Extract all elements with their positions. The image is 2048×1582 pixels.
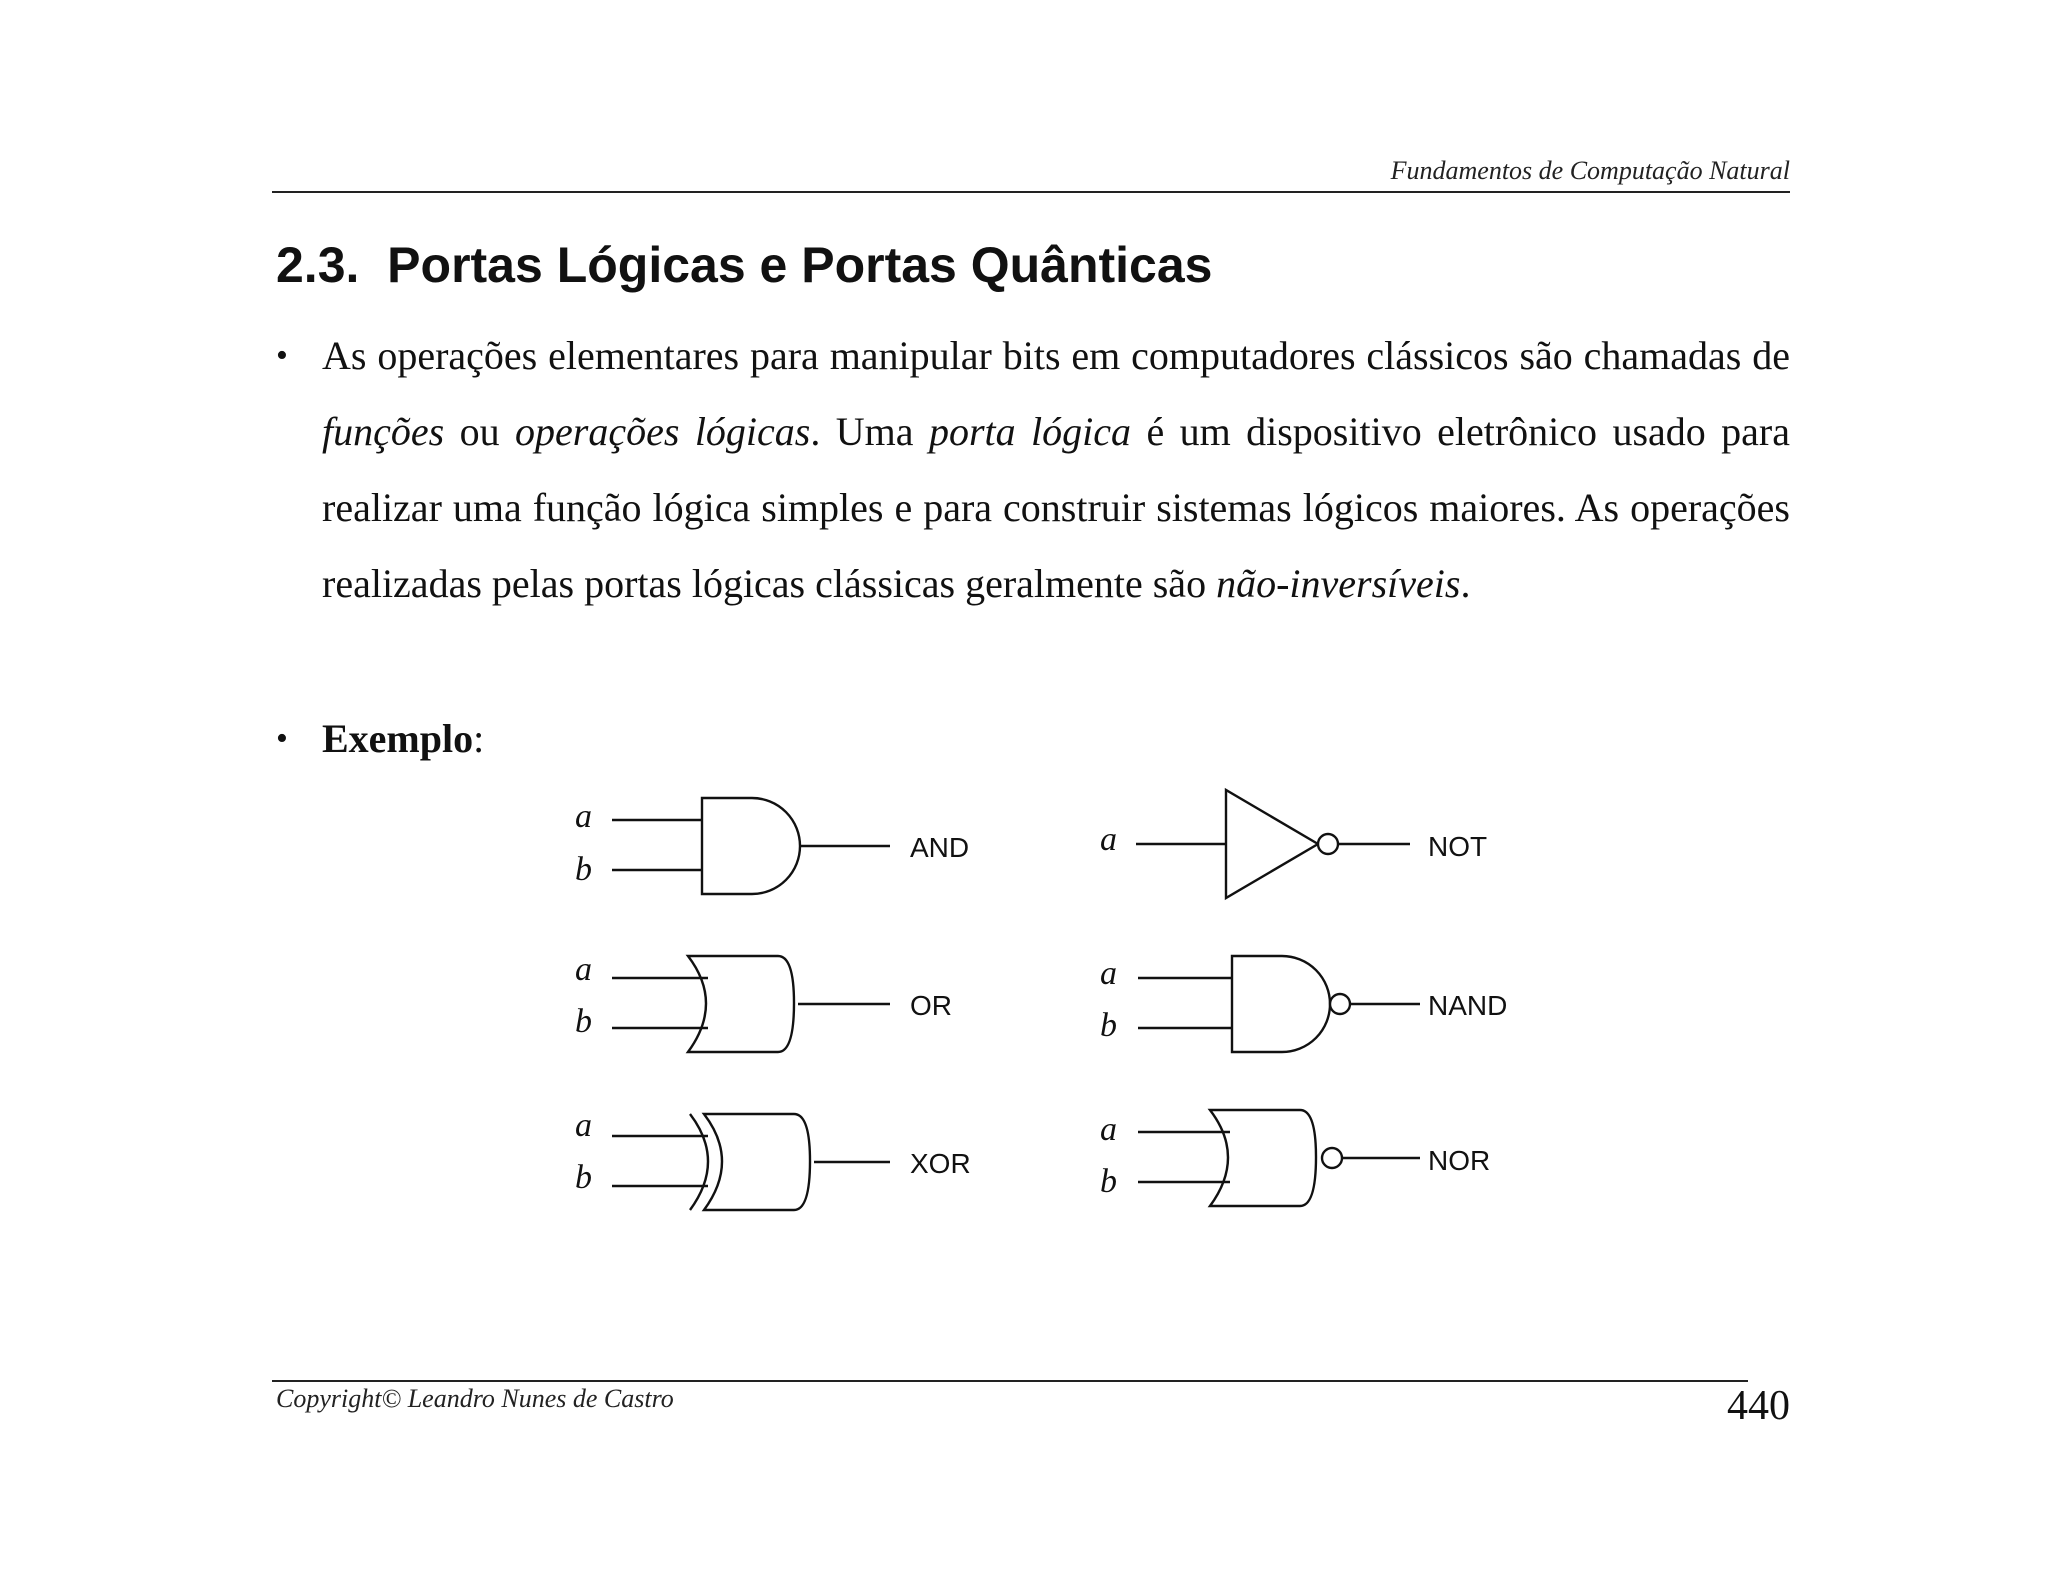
input-label-a: a: [1100, 821, 1117, 858]
running-head: Fundamentos de Computação Natural: [1390, 156, 1790, 185]
gate-label-nor: NOR: [1428, 1145, 1491, 1176]
gate-label-nand: NAND: [1428, 990, 1508, 1021]
nand-gate-icon: [1100, 955, 1507, 1052]
gate-label-xor: XOR: [910, 1148, 971, 1179]
input-label-b: b: [575, 1159, 592, 1196]
input-label-a: a: [575, 1107, 592, 1144]
input-label-b: b: [575, 1003, 592, 1040]
input-label-a: a: [575, 798, 592, 835]
input-label-b: b: [575, 851, 592, 888]
text-run: é um dispositivo eletrônico usado para realizar uma função lógica simples e para construir sistemas lógicos maiores. As operações realizadas pelas portas lógicas clássicas geralmente são: [322, 409, 1790, 606]
not-gate-icon: [1100, 790, 1487, 898]
footer-rule: [272, 1380, 1748, 1382]
header-rule: [272, 191, 1790, 193]
input-label-b: b: [1100, 1007, 1117, 1044]
and-gate-icon: [575, 798, 969, 894]
bullet-icon: •: [276, 337, 288, 374]
term-funcoes: funções: [322, 409, 445, 454]
input-label-a: a: [575, 951, 592, 988]
example-colon: :: [473, 716, 485, 761]
text-run: As operações elementares para manipular bits em computadores clássicos são chamadas de: [322, 333, 1790, 378]
xor-gate-icon: [575, 1107, 971, 1210]
input-label-a: a: [1100, 955, 1117, 992]
text-run: ou: [444, 409, 516, 454]
bullet-icon: •: [276, 720, 288, 757]
bullet-item-definition: [276, 318, 1790, 622]
page-number: 440: [1727, 1383, 1790, 1429]
nor-gate-icon: [1100, 1110, 1490, 1206]
gate-label-not: NOT: [1428, 831, 1488, 862]
bullet-item-example: [276, 701, 1790, 777]
text-run: .: [1460, 561, 1471, 606]
section-title: 2.3. Portas Lógicas e Portas Quânticas: [276, 237, 1213, 293]
or-gate-icon: [575, 951, 952, 1052]
example-label: [322, 701, 1790, 777]
gate-label-or: OR: [910, 990, 952, 1021]
term-porta-logica: porta lógica: [928, 409, 1132, 454]
term-nao-inversiveis: não-inversíveis: [1216, 561, 1461, 606]
text-run: . Uma: [810, 409, 929, 454]
copyright-notice: Copyright© Leandro Nunes de Castro: [276, 1384, 674, 1413]
example-bold: Exemplo: [322, 716, 474, 761]
gate-label-and: AND: [910, 832, 970, 863]
term-operacoes-logicas: operações lógicas: [515, 409, 811, 454]
paragraph-text: [322, 318, 1790, 622]
input-label-a: a: [1100, 1111, 1117, 1148]
input-label-b: b: [1100, 1163, 1117, 1200]
logic-gates-figure: [540, 780, 1540, 1240]
